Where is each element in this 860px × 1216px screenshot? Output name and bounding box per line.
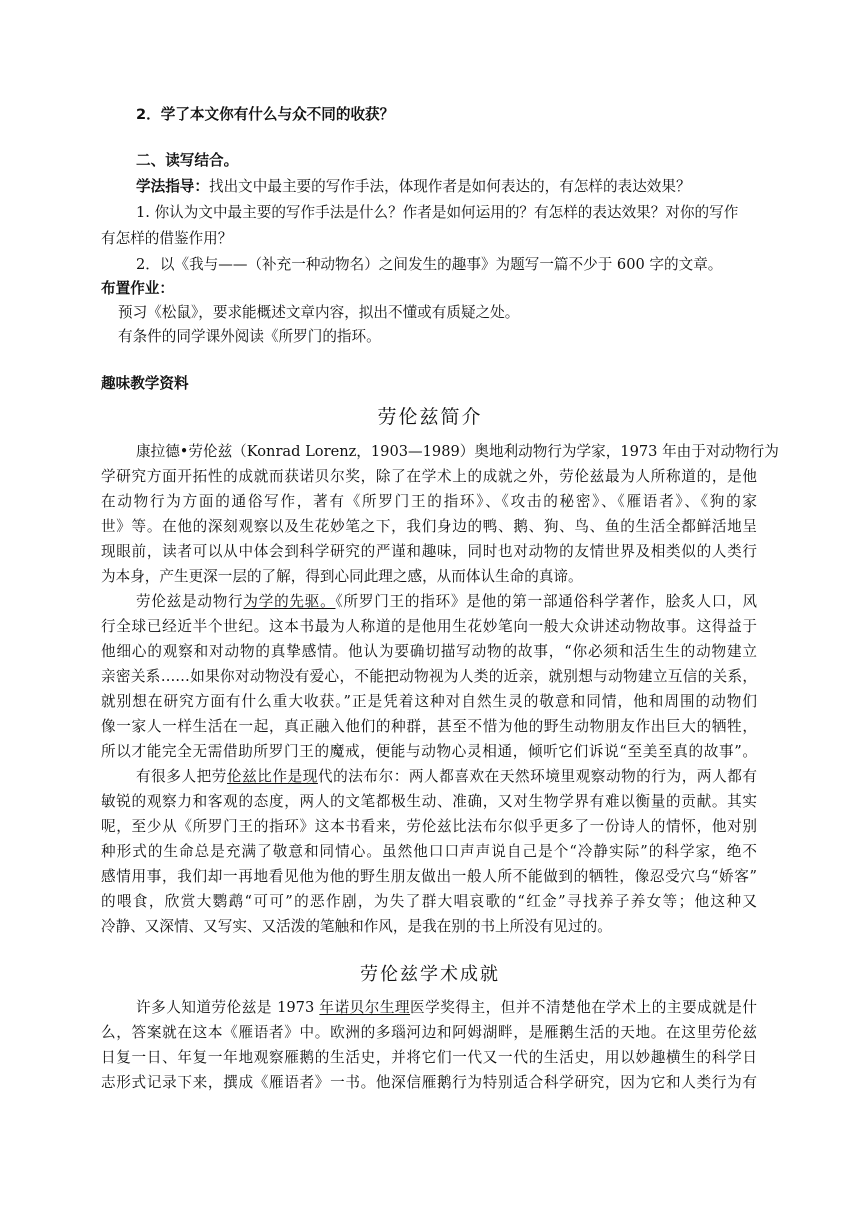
study-guide-label: 学法指导：	[136, 178, 209, 195]
paragraph-line: 日复一日、年复一年地观察雁鹅的生活史，并将它们一代又一代的生活史，用以妙趣横生的科学日	[101, 1049, 757, 1066]
section-title-achievements: 劳伦兹学术成就	[360, 964, 500, 985]
paragraph-line: 行全球已经近半个世纪。这本书最为人称道的是他用生花妙笔向一般大众讲述动物故事。这得益于	[101, 618, 757, 635]
paragraph-line: 为本身，产生更深一层的了解，得到心同此理之感，从而体认生命的真谛。	[101, 568, 583, 585]
paragraph-line: 冷静、又深情、又写实、又活泼的笔触和作风，是我在别的书上所没有见过的。	[101, 918, 612, 935]
paragraph-line: 感情用事，我们却一再地看见他为他的野生朋友做出一般人所不能做到的牺牲，像忍受穴乌“娇客”	[101, 868, 757, 885]
section-title-biography: 劳伦兹简介	[377, 406, 483, 428]
paragraph-line: 他细心的观察和对动物的真挚感情。他认为要确切描写动物的故事，“你必须和活生生的动物建立	[101, 643, 757, 660]
paragraph-line: 就别想在研究方面有什么重大收获。”正是凭着这种对自然生灵的敬意和同情，他和周围的动物们	[101, 693, 757, 710]
underlined-text: 伦兹比作是现	[226, 768, 318, 785]
study-guide-text: 找出文中最主要的写作手法，体现作者是如何表达的，有怎样的表达效果？	[208, 178, 691, 195]
paragraph-line: 亲密关系……如果你对动物没有爱心，不能把动物视为人类的近亲，就别想与动物建立互信的关系，	[101, 668, 757, 685]
paragraph-line: 世》等。在他的深刻观察以及生花妙笔之下，我们身边的鸭、鹅、狗、鸟、鱼的生活全都鲜活地呈	[101, 518, 757, 535]
text-span: 医学奖得主，但并不清楚他在学术上的主要成就是什	[410, 999, 757, 1016]
paragraph-line: 敏锐的观察力和客观的态度，两人的文笔都极生动、准确，又对生物学界有难以衡量的贡献。其实	[101, 793, 757, 810]
underlined-text: 为学的先驱。	[243, 593, 336, 610]
question-2: 2．学了本文你有什么与众不同的收获？	[136, 106, 395, 123]
paragraph-line	[136, 591, 757, 613]
text-span: 代的法布尔：两人都喜欢在天然环境里观察动物的行为，两人都有	[317, 768, 757, 785]
underlined-text: 年诺贝尔生理	[319, 999, 411, 1016]
paragraph-line: 在动物行为方面的通俗写作，著有《所罗门王的指环》、《攻击的秘密》、《雁语者》、《狗的家	[101, 493, 757, 510]
writing-task-1-line2: 有怎样的借鉴作用？	[101, 230, 233, 247]
paragraph-line	[136, 766, 757, 788]
study-guide	[136, 176, 691, 198]
paragraph-line	[136, 997, 757, 1019]
paragraph-line: 呢，至少从《所罗门王的指环》这本书看来，劳伦兹比法布尔似乎更多了一份诗人的情怀，他对别	[101, 818, 757, 835]
writing-task-1-line1: 1. 你认为文中最主要的写作手法是什么？作者是如何运用的？有怎样的表达效果？对你的写作	[136, 204, 739, 221]
writing-task-2: 2．以《我与——（补充一种动物名）之间发生的趣事》为题写一篇不少于 600 字的文章。	[136, 256, 723, 273]
paragraph-line: 种形式的生命总是充满了敬意和同情心。虽然他口口声声说自己是个“冷静实际”的科学家，绝不	[101, 843, 757, 860]
paragraph-line: 志形式记录下来，撰成《雁语者》一书。他深信雁鹅行为特别适合科学研究，因为它和人类行为有	[101, 1074, 757, 1091]
paragraph-line: 现眼前，读者可以从中体会到科学研究的严谨和趣味，同时也对动物的友情世界及相类似的人类行	[101, 543, 757, 560]
section-heading-reading-writing: 二、读写结合。	[136, 152, 239, 169]
homework-label: 布置作业：	[101, 280, 174, 297]
homework-line-2: 有条件的同学课外阅读《所罗门的指环。	[118, 328, 381, 345]
paragraph-line: 么，答案就在这本《雁语者》中。欧洲的多瑙河边和阿姆湖畔，是雁鹅生活的天地。在这里劳伦兹	[101, 1024, 757, 1041]
paragraph-line: 学研究方面开拓性的成就而获诺贝尔奖，除了在学术上的成就之外，劳伦兹最为人所称道的，是他	[101, 468, 757, 485]
paragraph-line: 康拉德•劳伦兹（Konrad Lorenz，1903—1989）奥地利动物行为学家，1973 年由于对动物行为	[136, 443, 779, 460]
text-span: 许多人知道劳伦兹是 1973	[136, 999, 320, 1016]
paragraph-line: 像一家人一样生活在一起，真正融入他们的种群，甚至不惜为他的野生动物朋友作出巨大的牺牲，	[101, 718, 757, 735]
paragraph-line: 所以才能完全无需借助所罗门王的魔戒，便能与动物心灵相通，倾听它们诉说“至美至真的故事”。	[101, 743, 757, 760]
text-span: 《所罗门王的指环》是他的第一部通俗科学著作，脍炙人口，风	[335, 593, 757, 610]
text-span: 劳伦兹是动物行	[136, 593, 244, 610]
fun-materials-label: 趣味教学资料	[101, 375, 189, 392]
homework-line-1: 预习《松鼠》，要求能概述文章内容，拟出不懂或有质疑之处。	[118, 304, 520, 321]
text-span: 有很多人把劳	[136, 768, 227, 785]
paragraph-line: 的喂食，欣赏大鹦鹉“可可”的恶作剧，为失了群大唱哀歌的“红金”寻找养子养女等；他这种又	[101, 893, 757, 910]
